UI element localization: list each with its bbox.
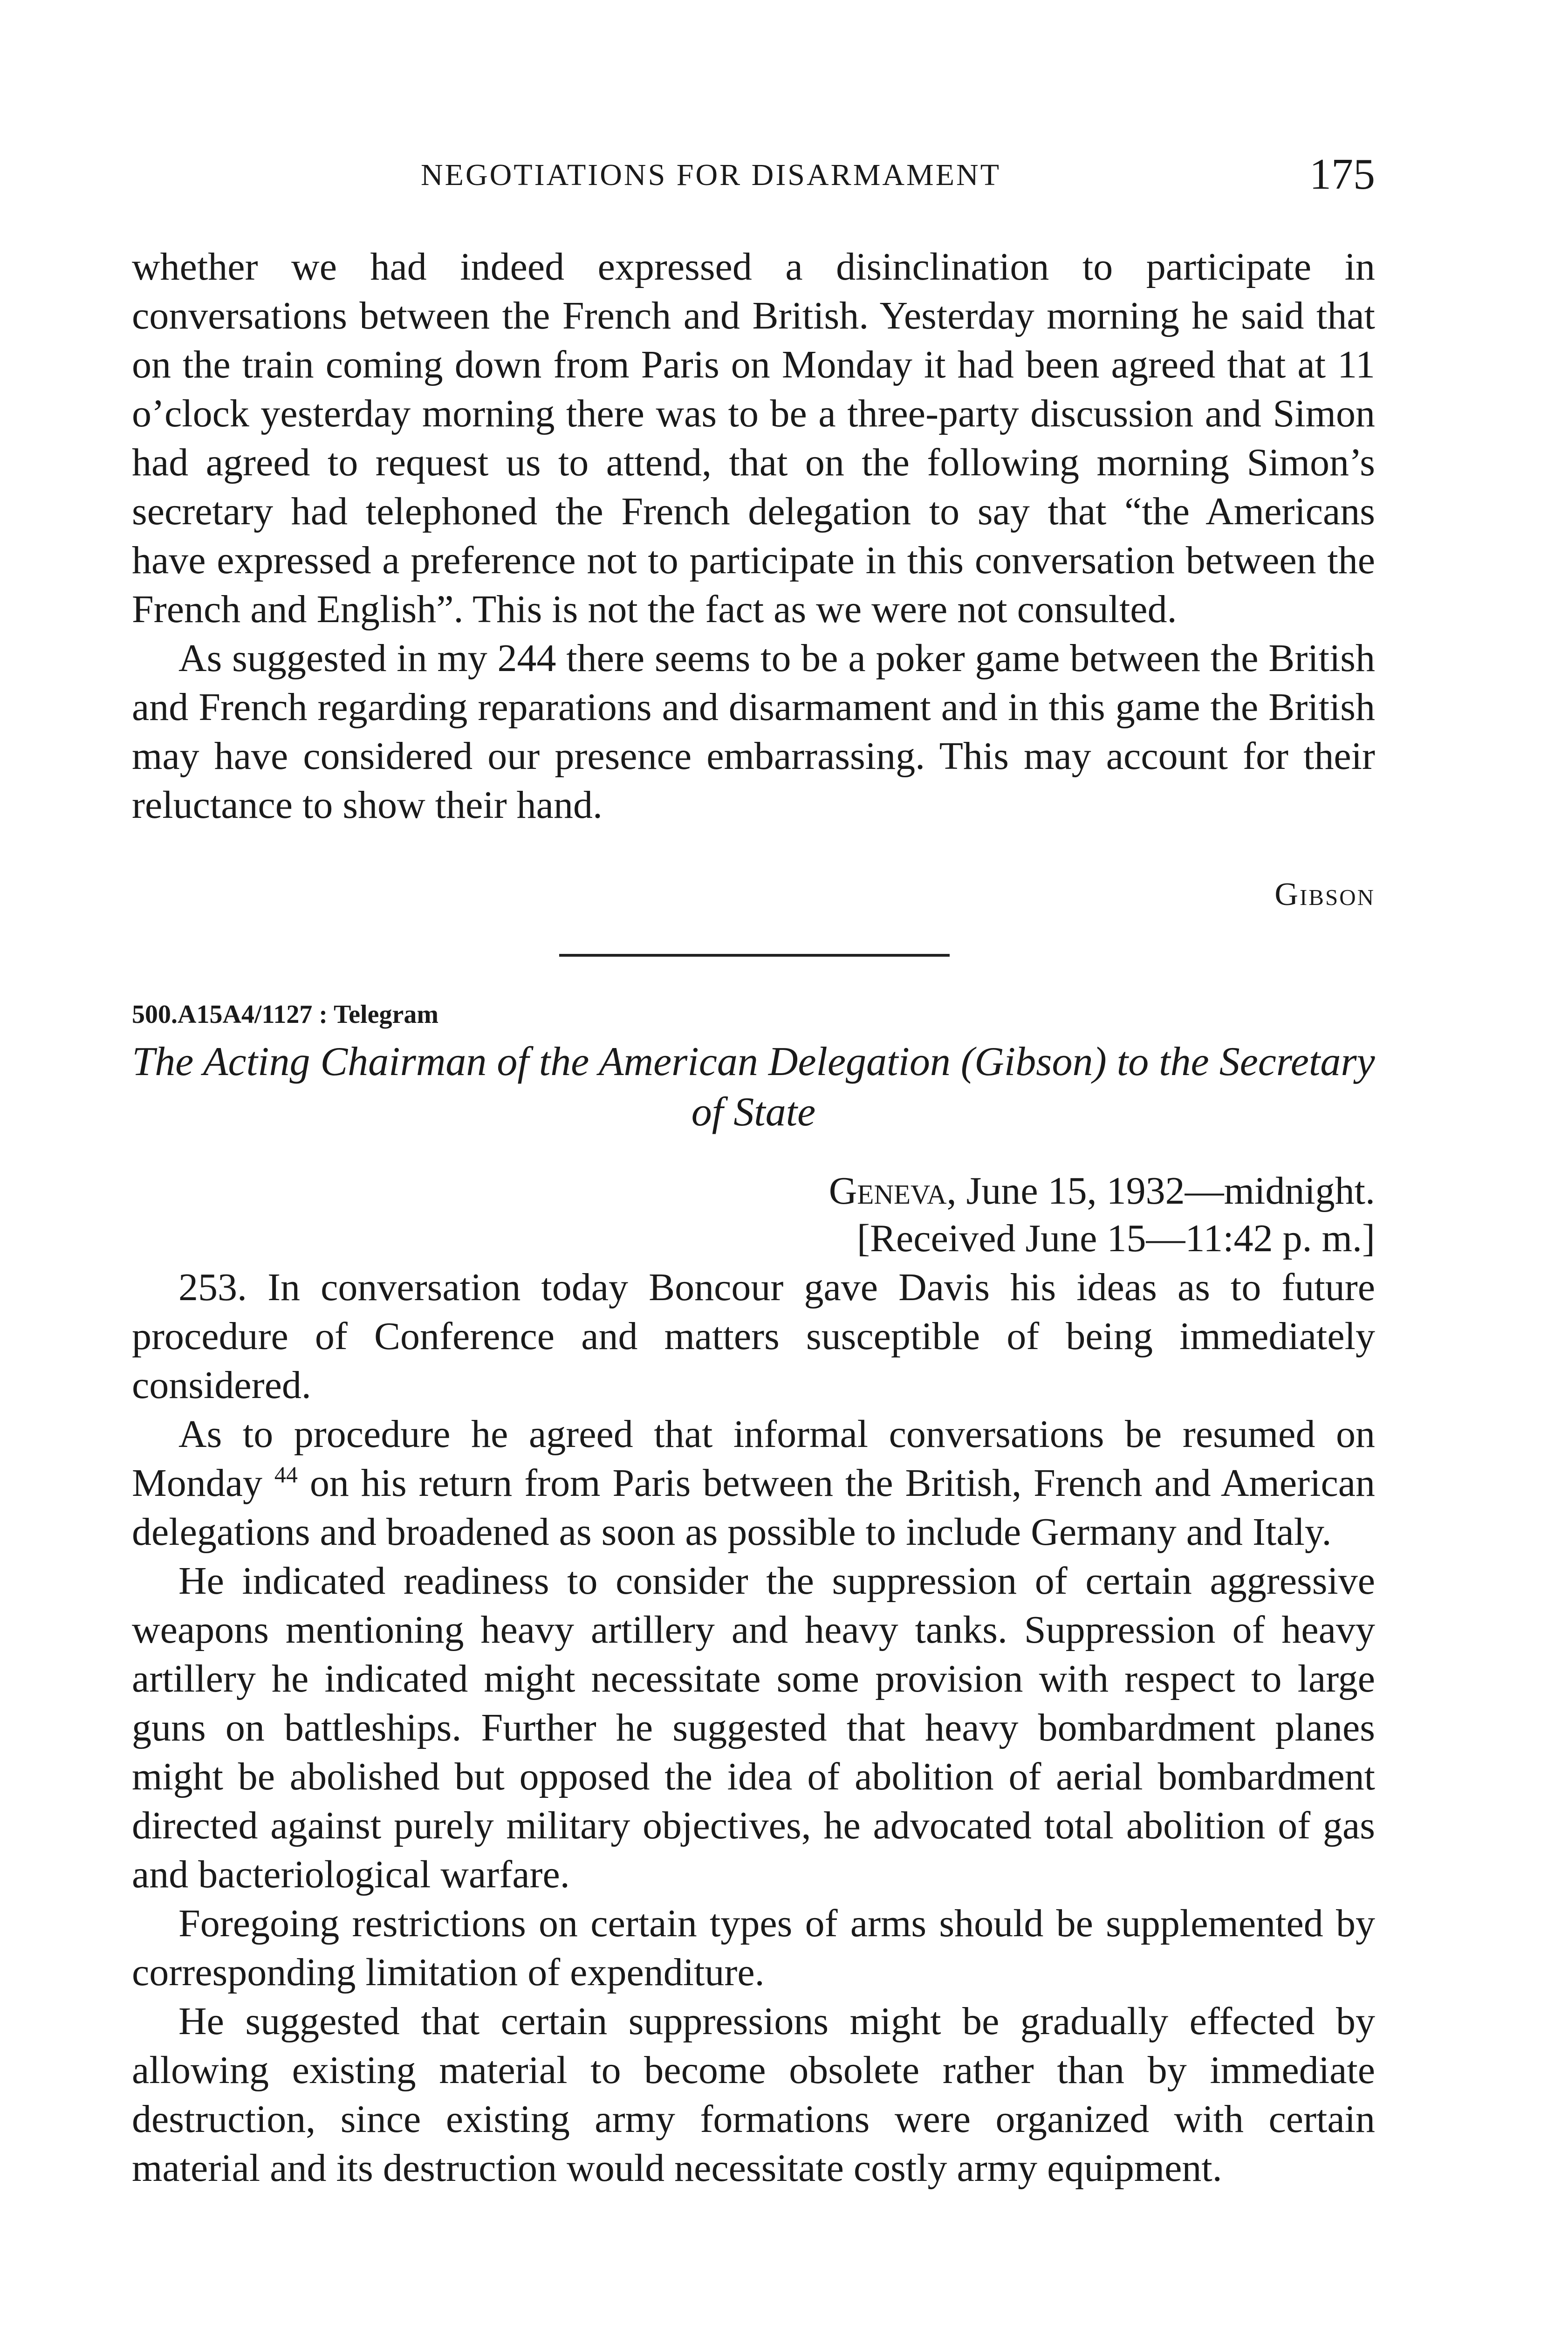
body-paragraph: 253. In conversation today Boncour gave Davis his ideas as to future procedure of Conference and matters susceptible of being immediately considered.	[132, 1266, 1375, 1407]
received-line: [Received June 15—11:42 p. m.]	[857, 1217, 1375, 1260]
dateline-date: , June 15, 1932—midnight.	[946, 1169, 1375, 1213]
paragraph-text: As to procedure he agreed that informal conversations be resumed on Monday	[132, 1412, 1375, 1505]
section-divider	[559, 954, 950, 957]
dateline-line	[829, 1167, 1375, 1215]
body-paragraph	[132, 1410, 1375, 1556]
paragraph-text: on his return from Paris between the British, French and American delegations and broadened as soon as possible to include Germany and Italy.	[132, 1461, 1376, 1554]
running-head	[132, 149, 1375, 205]
continuation-text	[132, 242, 1375, 829]
body-paragraph: Foregoing restrictions on certain types of arms should be supplemented by corresponding limitation of expenditure.	[132, 1902, 1375, 1994]
telegram-body	[132, 1263, 1375, 2193]
body-paragraph: He indicated readiness to consider the suppression of certain aggressive weapons mentioning heavy artillery and heavy tanks. Suppression of heavy artillery he indicated might necessitate some provision with respect to large guns on battleships. Further he suggested that heavy bombardment planes might be abolished but opposed the idea of abolition of aerial bombardment directed against purely military objectives, he advocated total abolition of gas and bacteriological warfare.	[132, 1559, 1375, 1896]
body-paragraph: He suggested that certain suppressions might be gradually effected by allowing existing material to become obsolete rather than by immediate destruction, since existing army formations were organized with certain material and its destruction would necessitate costly army equipment.	[132, 2000, 1375, 2190]
continuation-paragraph: whether we had indeed expressed a disinclination to participate in conversations between the French and British. Yesterday morning he said that on the train coming down from Paris on Monday it had been agreed that at 11 o’clock yesterday morning there was to be a three-party discussion and Simon had agreed to request us to attend, that on the following morning Simon’s secretary had telephoned the French delegation to say that “the Americans have expressed a preference not to participate in this conversation between the French and English”. This is not the fact as we were not consulted.	[132, 245, 1375, 631]
running-title: NEGOTIATIONS FOR DISARMAMENT	[421, 158, 1001, 192]
page-number: 175	[1309, 150, 1375, 199]
footnote-reference: 44	[274, 1461, 298, 1487]
file-reference: 500.A15A4/1127 : Telegram	[132, 1000, 438, 1029]
dateline-place: Geneva	[829, 1169, 947, 1213]
document-heading: The Acting Chairman of the American Delegation (Gibson) to the Secretary of State	[132, 1039, 1375, 1135]
continuation-paragraph: As suggested in my 244 there seems to be a poker game between the British and French regarding reparations and disarmament and in this game the British may have considered our presence embarrassing. This may account for their reluctance to show their hand.	[132, 637, 1375, 827]
signature: Gibson	[1274, 877, 1375, 912]
dateline	[829, 1167, 1375, 1262]
